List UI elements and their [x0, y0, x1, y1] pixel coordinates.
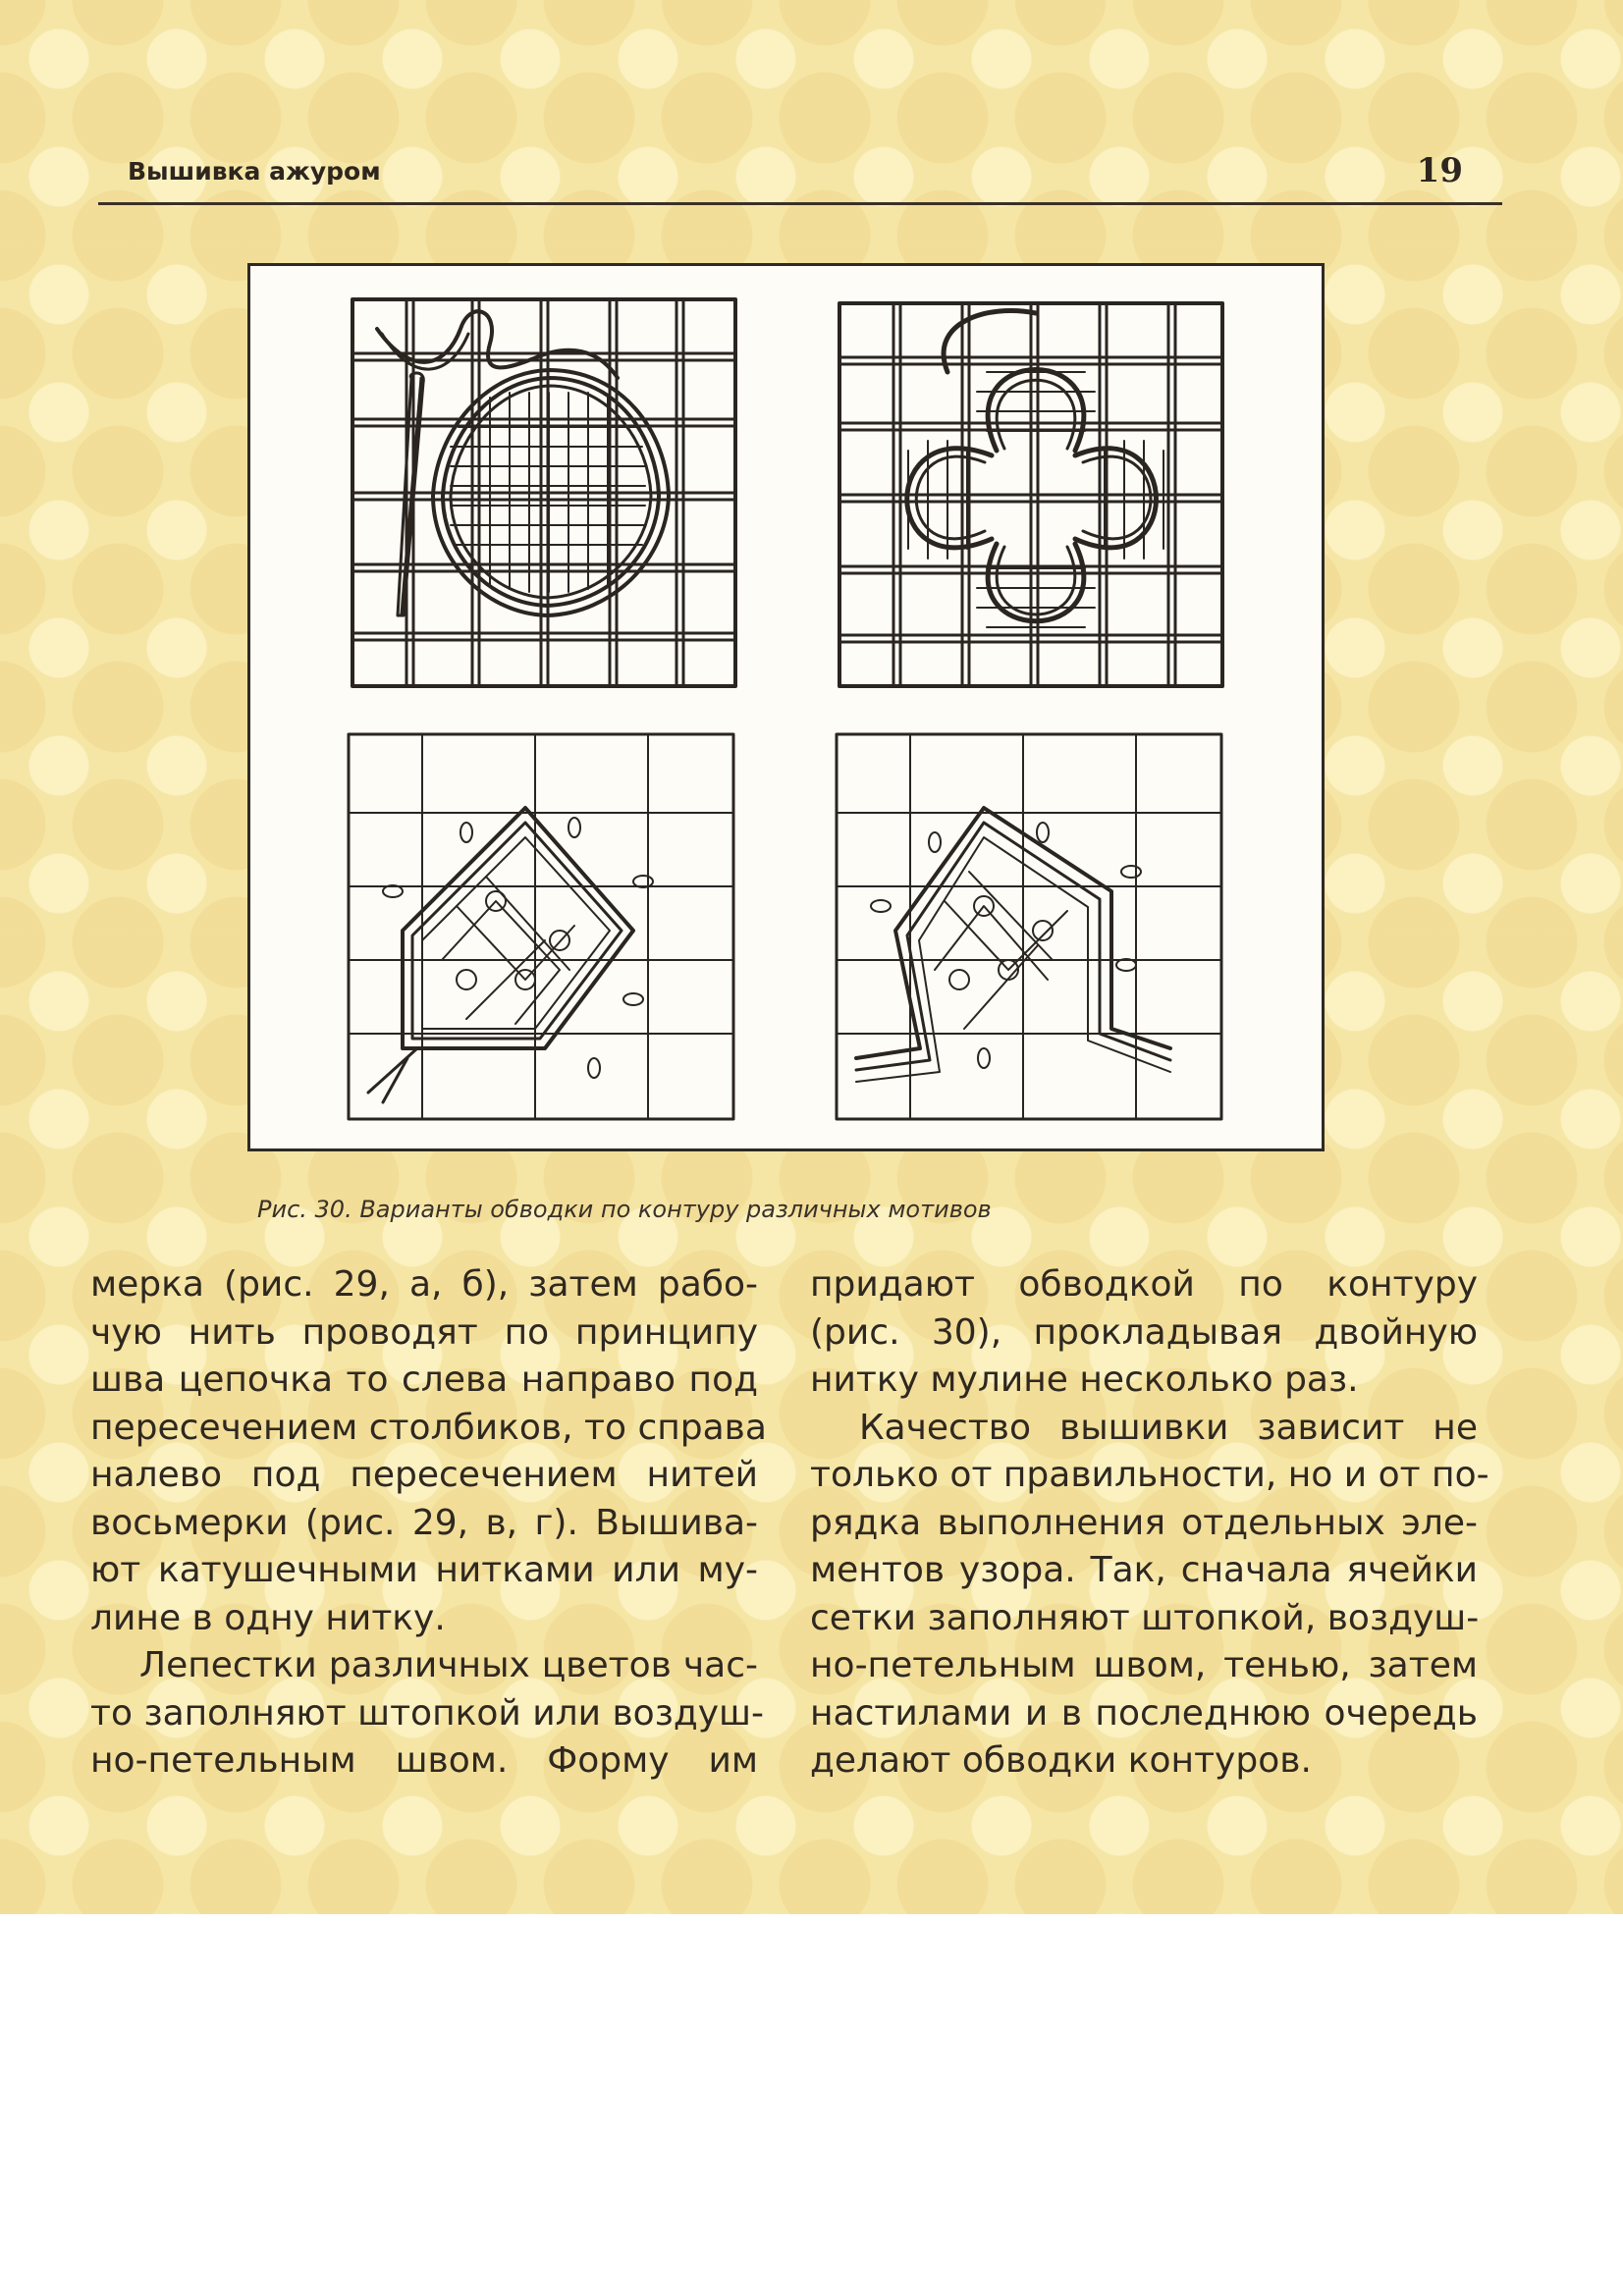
figure-30: [247, 263, 1325, 1151]
page-number: 19: [1416, 151, 1463, 190]
panel-four-petal-motif: [839, 303, 1222, 686]
text-line: но-петельным швом. Форму им: [90, 1740, 758, 1781]
panel-pentagon-mesh-open: [837, 734, 1221, 1119]
text-line: мерка (рис. 29, а, б), затем рабо-: [90, 1264, 758, 1305]
text-line: ментов узора. Так, сначала ячейки: [810, 1550, 1478, 1590]
text-line: нитку мулине несколько раз.: [810, 1360, 1359, 1400]
text-line: пересечением столбиков, то справа: [90, 1407, 767, 1448]
text-line: делают обводки контуров.: [810, 1740, 1312, 1781]
figure-caption: Рис. 30. Варианты обводки по контуру различных мотивов: [257, 1196, 992, 1223]
text-line: лине в одну нитку.: [90, 1597, 446, 1638]
text-line: чую нить проводят по принципу: [90, 1311, 758, 1353]
figure-illustration: [250, 266, 1322, 1148]
text-line: то заполняют штопкой или воздуш-: [90, 1692, 764, 1734]
page-header: [98, 147, 1502, 205]
text-line: налево под пересечением нитей: [90, 1455, 758, 1495]
text-line: шва цепочка то слева направо под: [90, 1360, 758, 1400]
panel-pentagon-mesh-closed: [349, 734, 733, 1119]
text-column-left: [90, 1261, 767, 1786]
text-column-right: [810, 1261, 1489, 1786]
text-line: только от правильности, но и от по-: [810, 1455, 1489, 1495]
text-line: сетки заполняют штопкой, воздуш-: [810, 1597, 1480, 1638]
panel-circle-motif: [352, 299, 735, 686]
text-line: но-петельным швом, тенью, затем: [810, 1645, 1478, 1685]
text-line: Лепестки различных цветов час-: [139, 1645, 758, 1685]
text-line: настилами и в последнюю очередь: [810, 1692, 1478, 1734]
text-line: восьмерки (рис. 29, в, г). Вышива-: [90, 1502, 758, 1543]
text-line: ют катушечными нитками или му-: [90, 1550, 758, 1590]
text-line: (рис. 30), прокладывая двойную: [810, 1311, 1478, 1353]
text-line: Качество вышивки зависит не: [859, 1407, 1478, 1448]
text-line: придают обводкой по контуру: [810, 1264, 1478, 1305]
text-line: рядка выполнения отдельных эле-: [810, 1502, 1478, 1543]
running-title: Вышивка ажуром: [128, 157, 381, 186]
